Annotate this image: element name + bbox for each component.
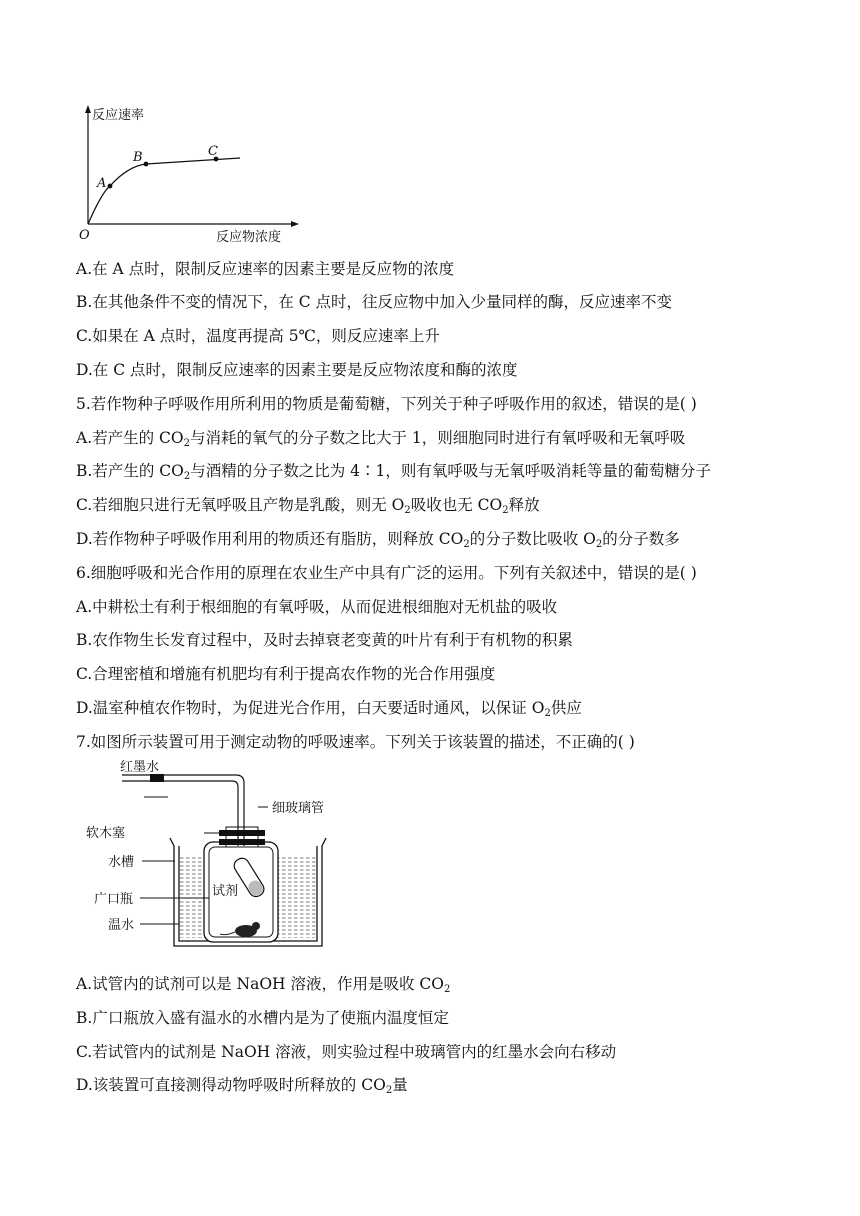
q4-option-d: D.在 C 点时，限制反应速率的因素主要是反应物浓度和酶的浓度	[76, 361, 518, 379]
y-axis-label: 反应速率	[92, 108, 145, 123]
q5-stem: 5.若作物种子呼吸作用所利用的物质是葡萄糖，下列关于种子呼吸作用的叙述，错误的是( )	[76, 395, 697, 413]
q5-option-b: B.若产生的 $CO_2$与酒精的分子数之比为 4∶1，则有氧呼吸与无氧呼吸消耗等量的葡萄糖分子	[76, 462, 711, 482]
q7-option-c: C.若试管内的试剂是 NaOH 溶液，则实验过程中玻璃管内的红墨水会向右移动	[76, 1043, 617, 1061]
q6-option-d: D.温室种植农作物时，为促进光合作用，白天要适时通风，以保证 $O_2$供应	[76, 699, 582, 719]
label-reagent: 试剂	[212, 884, 239, 899]
q5-option-a: A.若产生的 $CO_2$与消耗的氧气的分子数之比大于 1，则细胞同时进行有氧呼吸和无氧呼吸	[76, 429, 686, 449]
q6-stem: 6.细胞呼吸和光合作用的原理在农业生产中具有广泛的运用。下列有关叙述中，错误的是( )	[76, 564, 697, 582]
label-red-ink: 红墨水	[120, 760, 160, 775]
point-c-label: C	[208, 144, 218, 159]
label-warm-water: 温水	[108, 918, 135, 933]
q4-option-b: B.在其他条件不变的情况下，在 C 点时，往反应物中加入少量同样的酶，反应速率不变	[76, 293, 673, 311]
point-b	[144, 162, 149, 167]
rate-curve	[88, 158, 240, 224]
y-axis-arrow	[85, 105, 91, 113]
q5-option-c: C.若细胞只进行无氧呼吸且产物是乳酸，则无 $O_2$吸收也无 $CO_2$释放	[76, 496, 540, 516]
q7-option-b: B.广口瓶放入盛有温水的水槽内是为了使瓶内温度恒定	[76, 1009, 449, 1027]
q4-option-c: C.如果在 A 点时，温度再提高 5℃，则反应速率上升	[76, 327, 440, 345]
x-axis-arrow	[291, 221, 299, 227]
x-axis-label: 反应物浓度	[216, 230, 282, 245]
label-cork: 软木塞	[86, 826, 126, 841]
q7-option-a: A.试管内的试剂可以是 NaOH 溶液，作用是吸收 $CO_2$	[76, 975, 451, 995]
q6-option-b: B.农作物生长发育过程中，及时去掉衰老变黄的叶片有利于有机物的积累	[76, 631, 573, 649]
label-glass-tube: 细玻璃管	[272, 801, 325, 816]
label-bottle: 广口瓶	[94, 892, 134, 907]
origin-label: O	[79, 228, 90, 243]
red-ink-drop	[150, 774, 164, 782]
q4-option-a: A.在 A 点时，限制反应速率的因素主要是反应物的浓度	[76, 260, 455, 278]
rate-chart	[72, 100, 312, 246]
label-water-tank: 水槽	[108, 855, 135, 870]
respiration-apparatus	[78, 760, 378, 960]
q6-option-c: C.合理密植和增施有机肥均有利于提高农作物的光合作用强度	[76, 665, 496, 683]
point-a	[108, 184, 113, 189]
q6-option-a: A.中耕松土有利于根细胞的有氧呼吸，从而促进根细胞对无机盐的吸收	[76, 598, 558, 616]
q7-option-d: D.该装置可直接测得动物呼吸时所释放的 $CO_2$量	[76, 1076, 408, 1096]
q7-stem: 7.如图所示装置可用于测定动物的呼吸速率。下列关于该装置的描述，不正确的( )	[76, 733, 635, 751]
point-a-label: A	[97, 176, 107, 191]
point-b-label: B	[133, 150, 143, 165]
q5-option-d: D.若作物种子呼吸作用利用的物质还有脂肪，则释放 $CO_2$的分子数比吸收 $O_2$的分子数多	[76, 530, 680, 550]
